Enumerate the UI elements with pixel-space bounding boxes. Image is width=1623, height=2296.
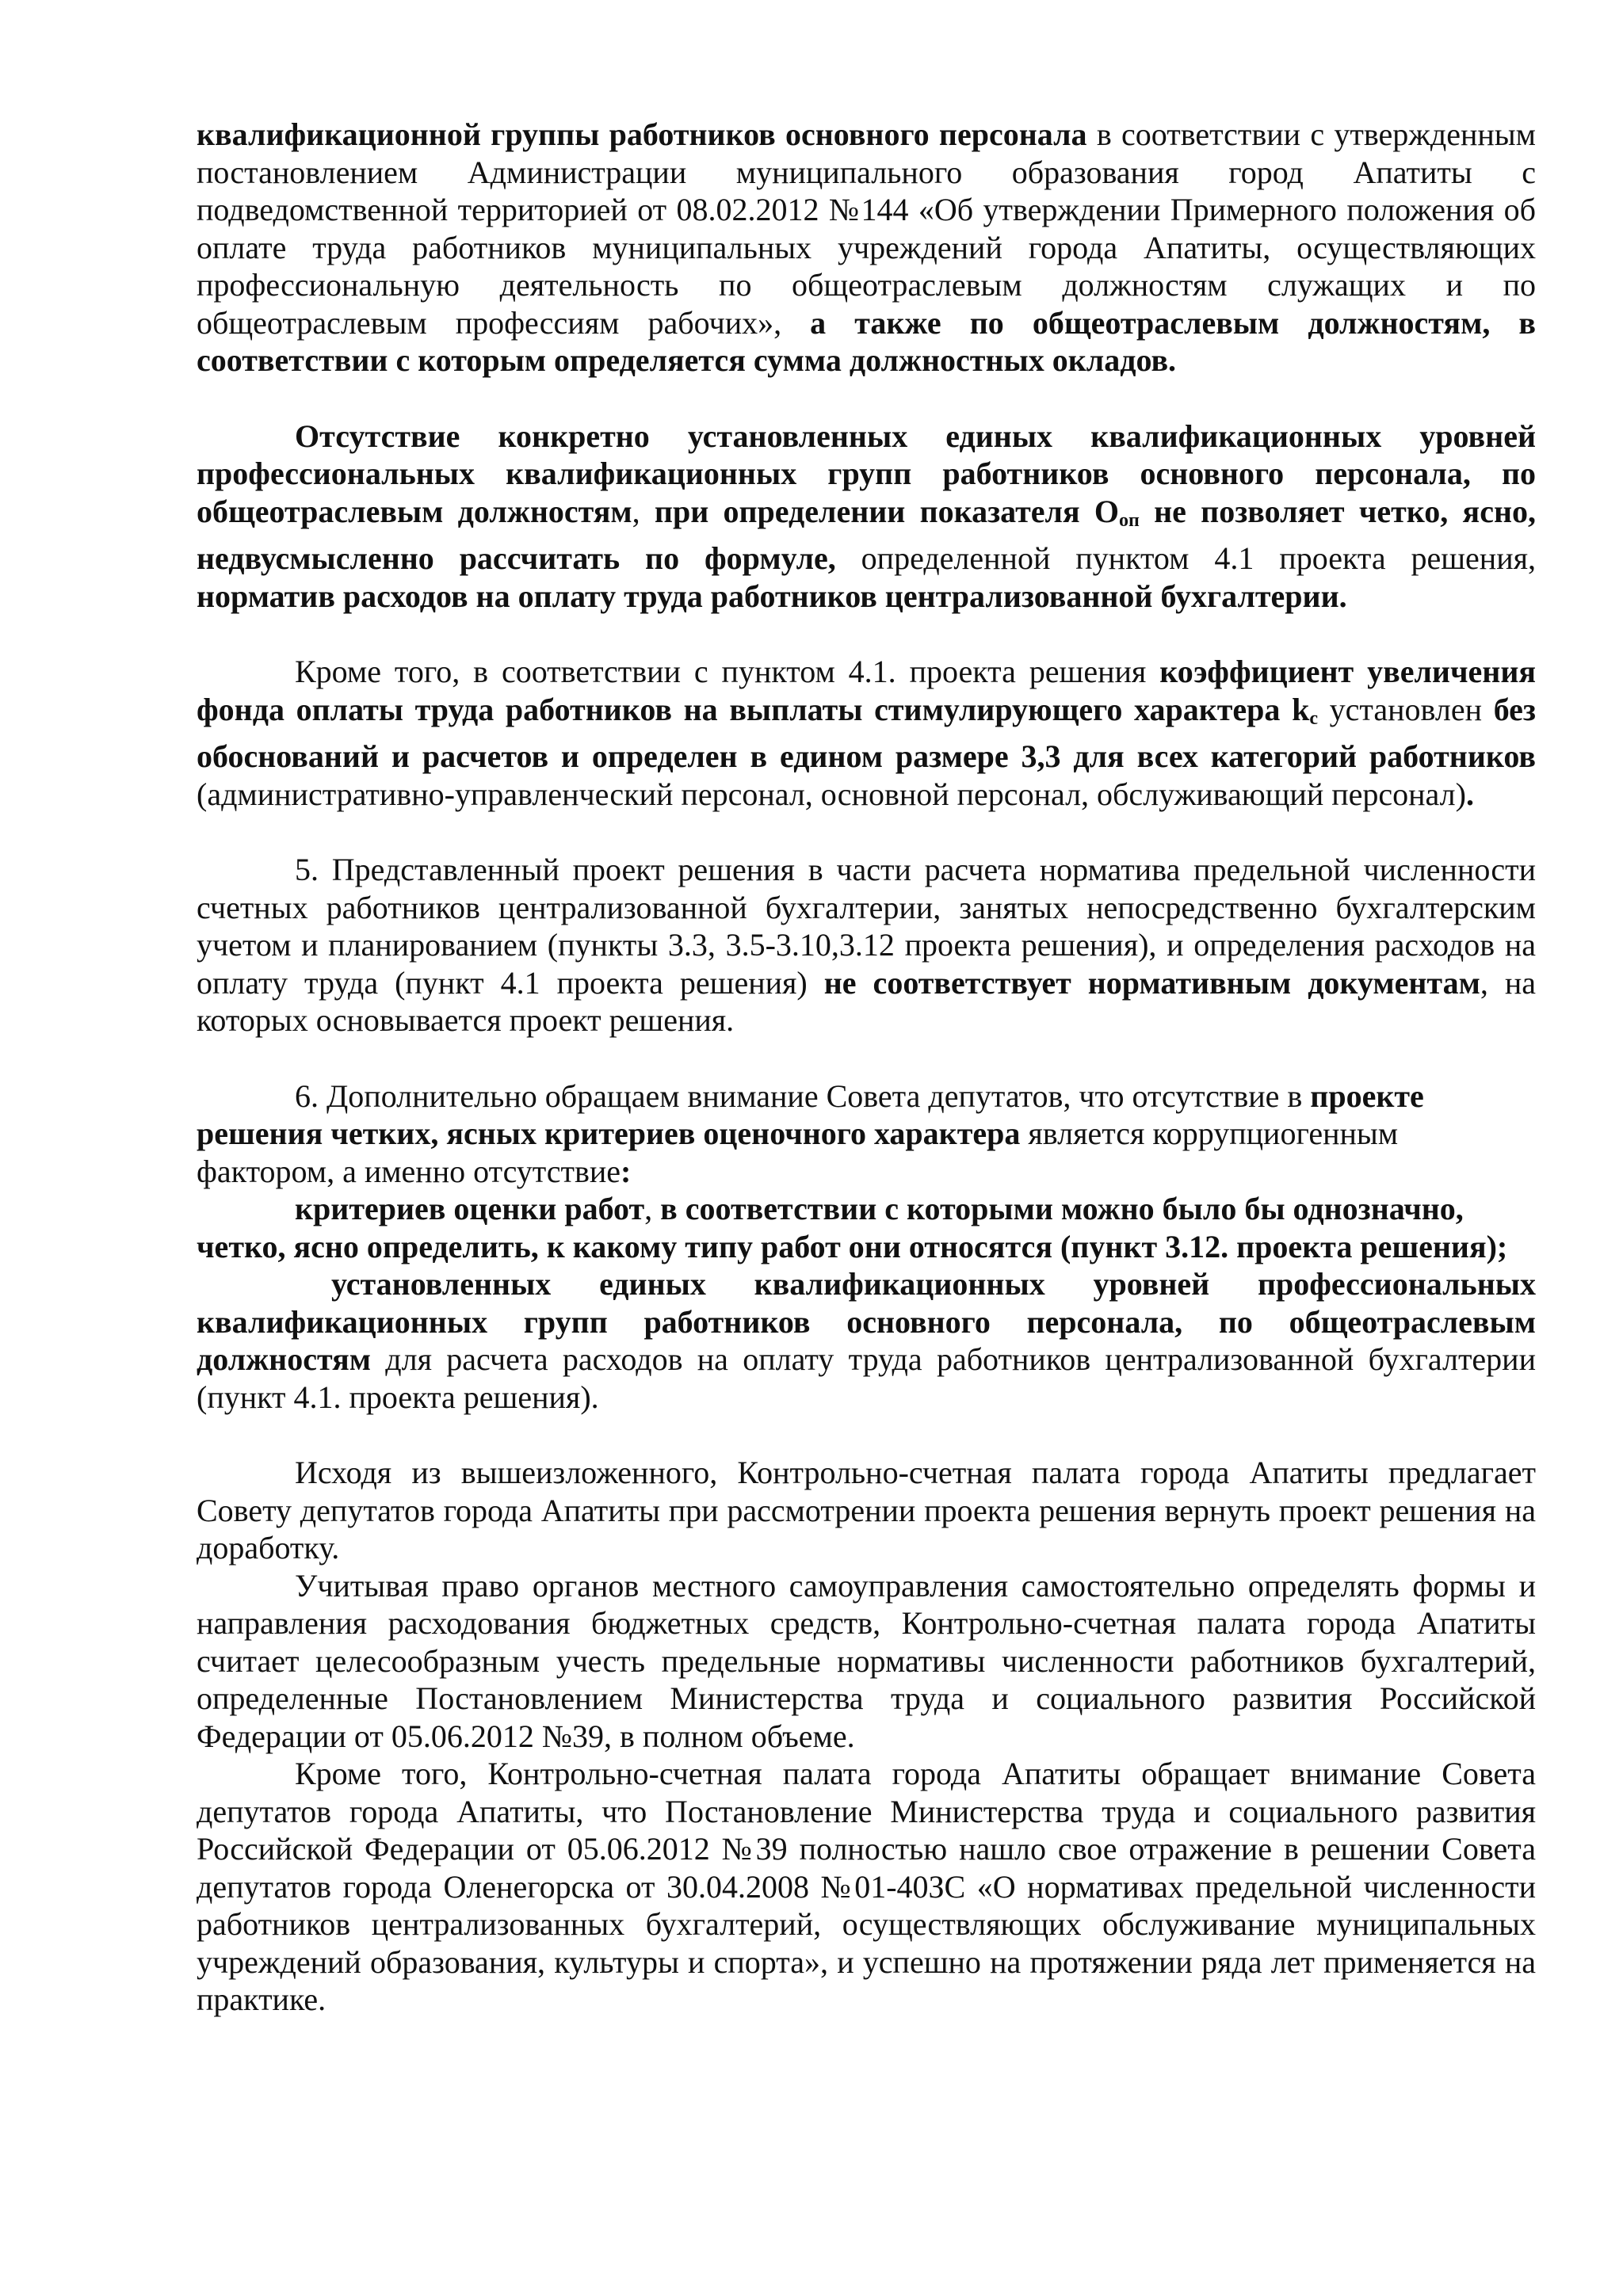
bold-period: . [1465, 776, 1474, 812]
paragraph-9: Учитывая право органов местного самоуправления самостоятельно определять формы и направления расходования бюджетных средств, Контрольно-счетная палата города Апатиты считает целесообразным учесть предельные нормативы численности работников бухгалтерий, определенные Постановлением Министерства труда и социального развития Российской Федерации от 05.06.2012 №39, в полном объеме. [197, 1567, 1536, 1754]
bold-phrase: Отсутствие конкретно установленных единых квалификационных уровней профессиональных квалификационных групп работников основного персонала, по общеотраслевым должностям [197, 418, 1536, 529]
paragraph-3 [197, 653, 1536, 813]
bold-phrase: а также по общеотраслевым должностям, в соответствии с которым определяется сумма должностных окладов. [197, 304, 1536, 378]
text-run: 6. Дополнительно обращаем внимание Совета депутатов, что отсутствие в [295, 1077, 1311, 1114]
bold-phrase: квалификационной группы работников основного персонала [197, 116, 1087, 152]
bold-phrase: без обоснований и расчетов и определен в едином размере 3,3 для всех категорий работников [197, 691, 1537, 774]
bold-phrase: не соответствует нормативным документам [823, 964, 1480, 1001]
paragraph-1 [197, 116, 1536, 379]
text-run: 5. Представленный проект решения в части расчета норматива предельной численности счетных работников централизованной бухгалтерии, занятых непосредственно бухгалтерским учетом и планированием (пункты 3.3, 3.5-3.10,3.12 проекта решения), и определения расходов на оплату труда (пункт 4.1 проекта решения) [197, 852, 1536, 1001]
paragraph-8: Исходя из вышеизложенного, Контрольно-счетная палата города Апатиты предлагает Совету депутатов города Апатиты при рассмотрении проекта решения вернуть проект решения на доработку. [197, 1455, 1536, 1566]
paragraph-6 [197, 1190, 1536, 1265]
text-run: (административно-управленческий персонал, основной персонал, обслуживающий персонал) [197, 776, 1466, 812]
text-run: для расчета расходов на оплату труда работников централизованной бухгалтерии (пункт 4.1. проекта решения). [197, 1341, 1536, 1415]
document-page [197, 116, 1536, 2019]
paragraph-2 [197, 418, 1536, 616]
paragraph-4 [197, 851, 1536, 1039]
text-run: Кроме того, в соответствии с пунктом 4.1. проекта решения [295, 654, 1160, 689]
text-run: является коррупциогенным фактором, а именно отсутствие [197, 1116, 1399, 1189]
subscript: c [1309, 707, 1318, 729]
bold-colon: : [621, 1153, 632, 1189]
bold-phrase: норматив расходов на оплату труда работников централизованной бухгалтерии. [197, 578, 1347, 614]
paragraph-5 [197, 1077, 1536, 1191]
text-run: установлен [1317, 691, 1494, 727]
text-run: , [632, 493, 655, 529]
text-run: в соответствии с утвержденным постановлением Администрации муниципального образования город Апатиты с подведомственной территорией от 08.02.2012 №144 «Об утверждении Примерного положения об оплате труда работников муниципальных учреждений города Апатиты, осуществляющих профессиональную деятельность по общеотраслевым должностям служащих и по общеотраслевым профессиям рабочих», [197, 116, 1536, 341]
paragraph-7 [197, 1265, 1536, 1416]
subscript: оп [1119, 509, 1140, 531]
text-run: определенной пунктом 4.1 проекта решения, [835, 540, 1536, 576]
bold-phrase: не позволяет четко, ясно, недвусмысленно рассчитать по формуле, [197, 493, 1536, 576]
bold-phrase: критериев оценки работ [295, 1191, 645, 1226]
text-run: , на которых основывается проект решения. [197, 964, 1536, 1038]
paragraph-10: Кроме того, Контрольно-счетная палата города Апатиты обращает внимание Совета депутатов города Апатиты, что Постановление Министерства труда и социального развития Российской Федерации от 05.06.2012 №39 полностью нашло свое отражение в решении Совета депутатов города Оленегорска от 30.04.2008 №01-40ЗС «О нормативах предельной численности работников централизованных бухгалтерий, осуществляющих обслуживание муниципальных учреждений образования, культуры и спорта», и успешно на протяжении ряда лет применяется на практике. [197, 1756, 1536, 2017]
text-run: , [644, 1191, 661, 1226]
bold-phrase: при определении показателя О [654, 493, 1119, 529]
bold-phrase: проекте решения четких, ясных критериев оценочного характера [197, 1077, 1424, 1151]
bold-phrase: установленных единых квалификационных уровней профессиональных квалификационных групп работников основного персонала, по общеотраслевым должностям [197, 1266, 1536, 1377]
bold-phrase: коэффициент увеличения фонда оплаты труда работников на выплаты стимулирующего характера k [197, 654, 1537, 727]
bold-phrase: в соответствии с которыми можно было бы однозначно, четко, ясно определить, к какому типу работ они относятся (пункт 3.12. проекта решения); [197, 1191, 1508, 1264]
